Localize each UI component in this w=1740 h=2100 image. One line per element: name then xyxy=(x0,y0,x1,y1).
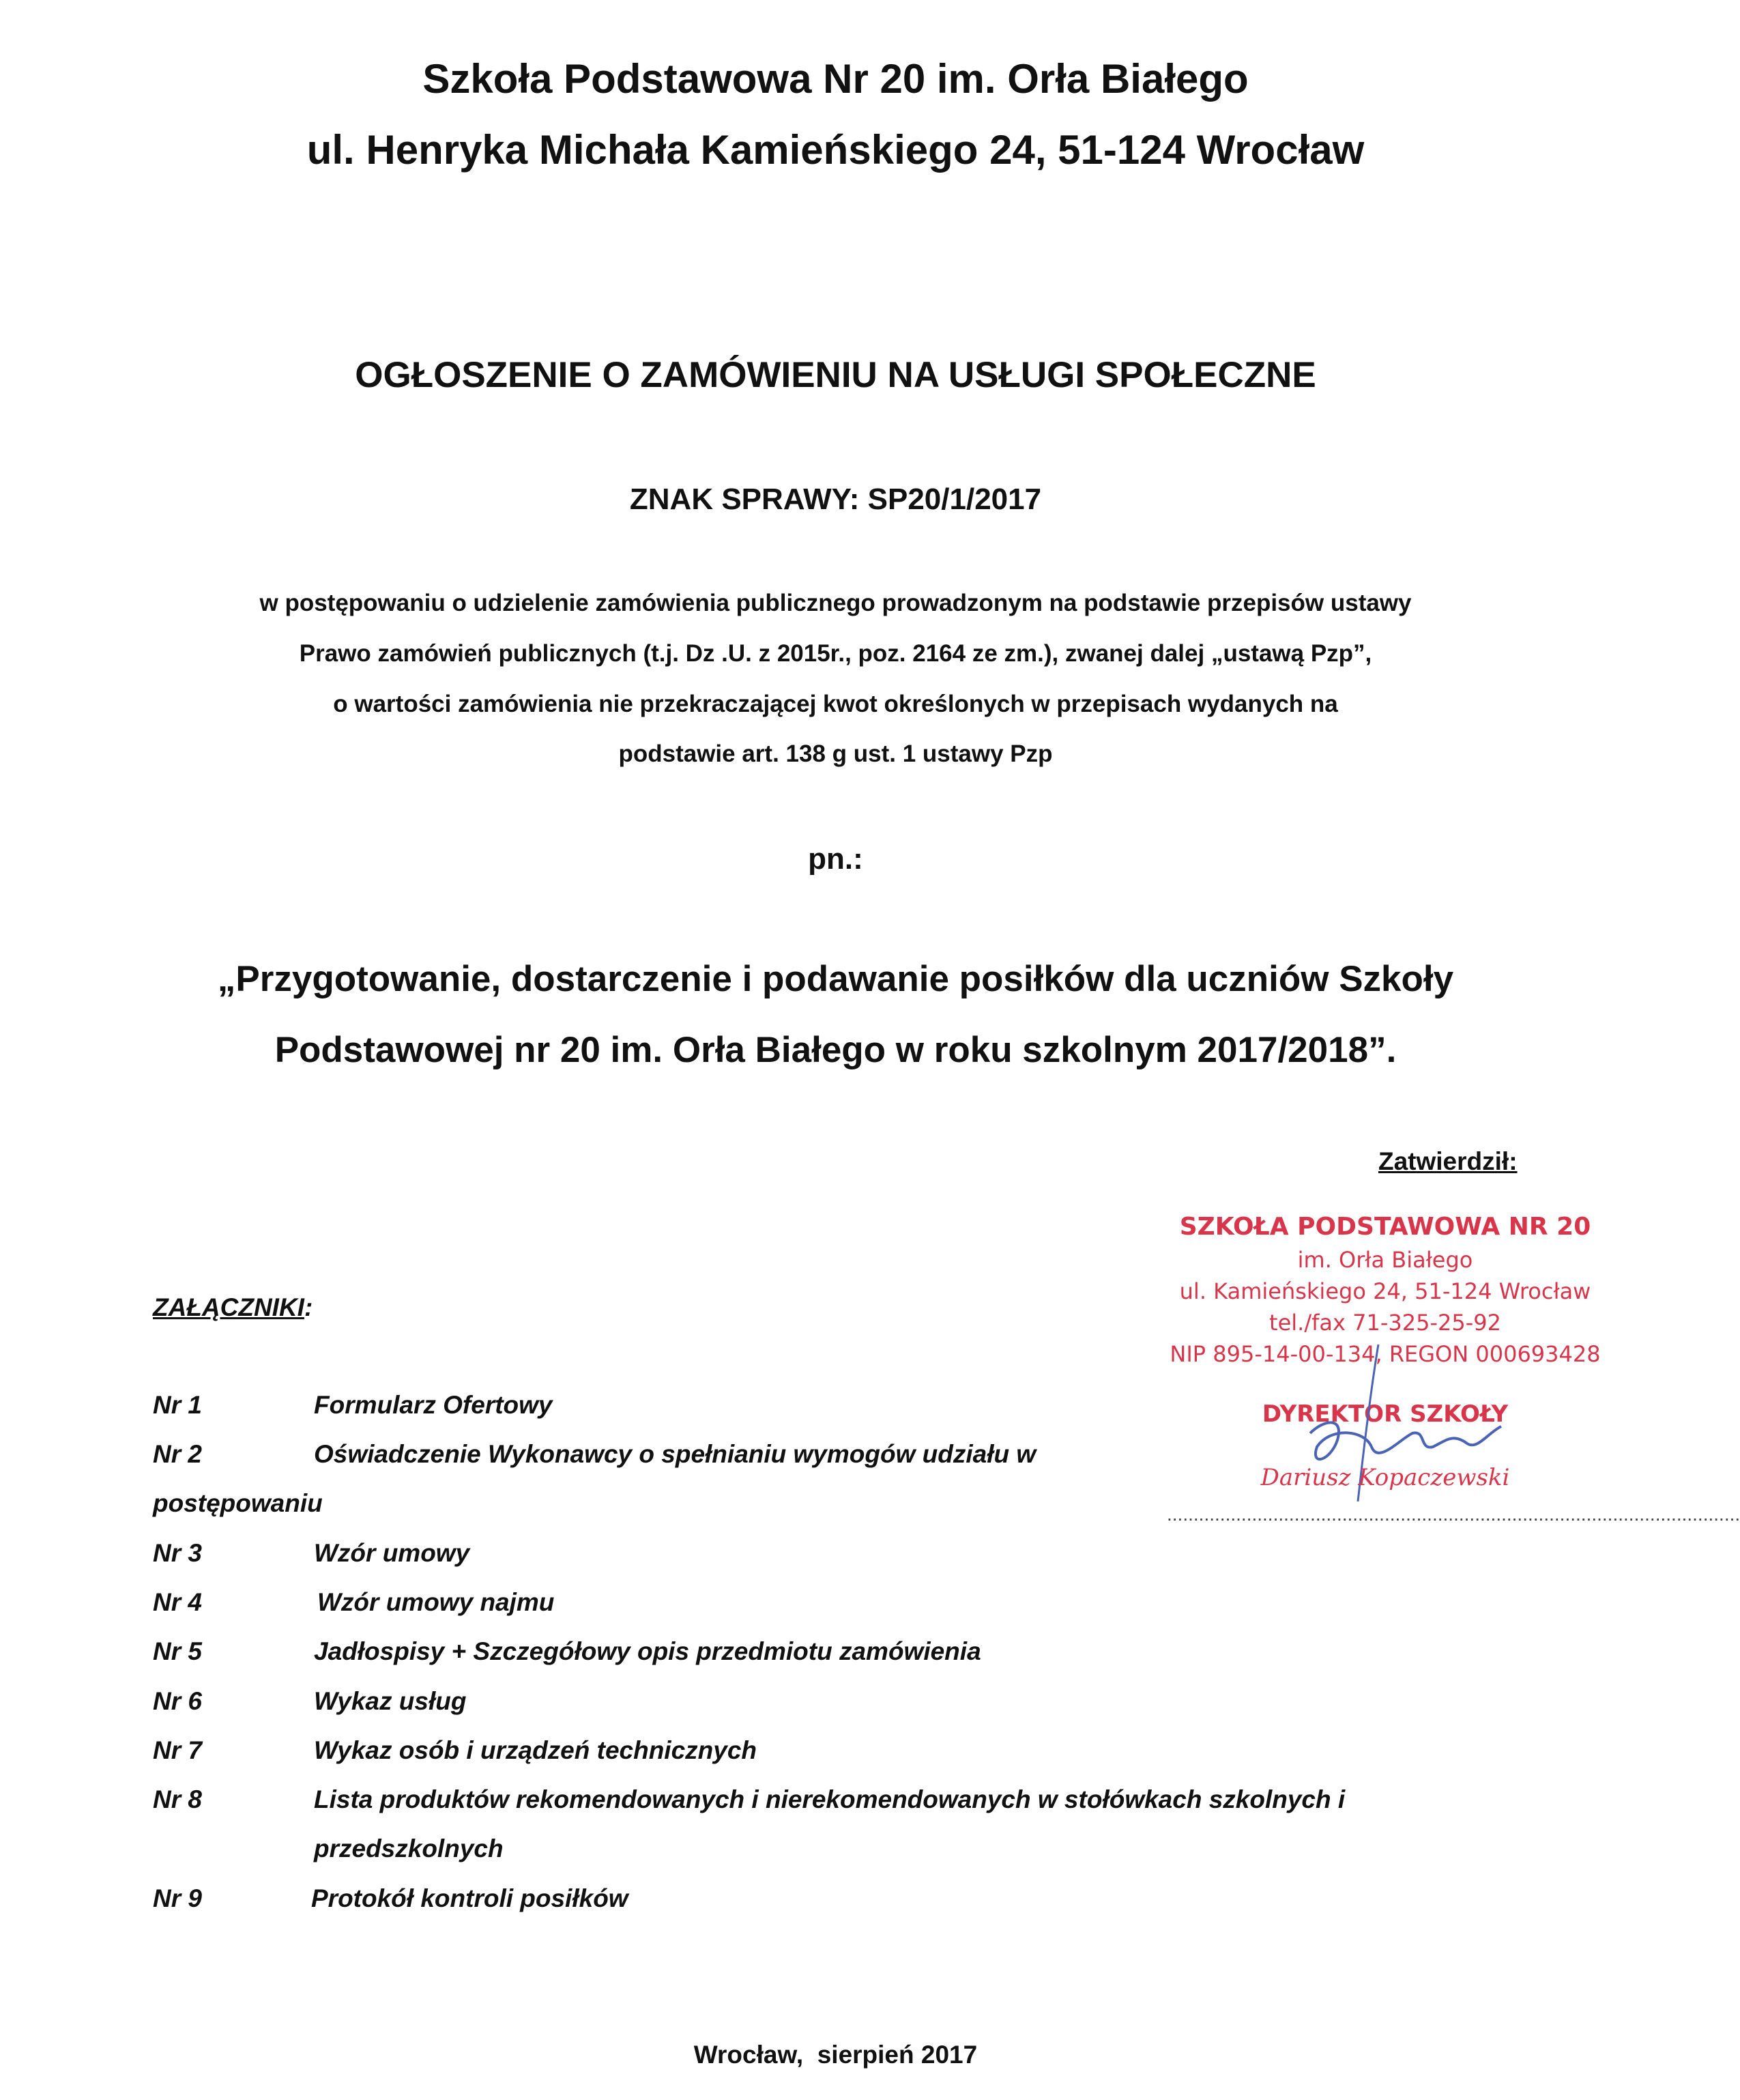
stamp-line: SZKOŁA PODSTAWOWA NR 20 xyxy=(1179,1213,1591,1241)
attachment-label: Jadłospisy + Szczegółowy opis przedmiotu zamówienia xyxy=(314,1637,981,1665)
approval-label: Zatwierdził: xyxy=(1378,1147,1518,1175)
case-number: ZNAK SPRAWY: SP20/1/2017 xyxy=(629,483,1042,516)
subject-line: „Przygotowanie, dostarczenie i podawanie posiłków dla uczniów Szkoły xyxy=(217,959,1454,999)
intro-line: podstawie art. 138 g ust. 1 ustawy Pzp xyxy=(618,740,1053,767)
intro-line: o wartości zamówienia nie przekraczającej kwot określonych w przepisach wydanych na xyxy=(333,691,1338,717)
attachment-continuation: przedszkolnych xyxy=(314,1835,504,1862)
attachment-nr: Nr 4 xyxy=(153,1588,202,1616)
attachments-heading: ZAŁĄCZNIKI: xyxy=(153,1293,313,1321)
stamp-line: ul. Kamieńskiego 24, 51-124 Wrocław xyxy=(1179,1278,1591,1304)
attachment-label: Protokół kontroli posiłków xyxy=(311,1884,628,1912)
attachment-label: Oświadczenie Wykonawcy o spełnianiu wymogów udziału w xyxy=(314,1440,1036,1468)
intro-line: w postępowaniu o udzielenie zamówienia publicznego prowadzonym na podstawie przepisów ustawy xyxy=(259,590,1412,616)
attachment-label: Wykaz osób i urządzeń technicznych xyxy=(314,1736,757,1764)
pn-label: pn.: xyxy=(808,842,863,876)
attachment-nr: Nr 3 xyxy=(153,1539,202,1567)
attachment-label: Formularz Ofertowy xyxy=(314,1391,553,1419)
attachment-continuation: postępowaniu xyxy=(153,1489,323,1517)
subject-line: Podstawowej nr 20 im. Orła Białego w roku szkolnym 2017/2018”. xyxy=(274,1030,1397,1070)
attachment-nr: Nr 2 xyxy=(153,1440,202,1468)
school-address: ul. Henryka Michała Kamieńskiego 24, 51-124 Wrocław xyxy=(306,127,1365,173)
stamp-line: NIP 895-14-00-134, REGON 000693428 xyxy=(1170,1341,1601,1367)
place-date: Wrocław, sierpień 2017 xyxy=(693,2041,978,2069)
dotted-line: ............................................................................................................ xyxy=(1167,1504,1740,1525)
attachment-nr: Nr 1 xyxy=(153,1391,202,1419)
intro-line: Prawo zamówień publicznych (t.j. Dz .U. z 2015r., poz. 2164 ze zm.), zwanej dalej „ustawą Pzp”, xyxy=(299,640,1372,667)
attachment-nr: Nr 7 xyxy=(153,1736,202,1764)
attachment-label: Wykaz usług xyxy=(314,1687,467,1715)
stamp-line: tel./fax 71-325-25-92 xyxy=(1269,1310,1501,1336)
school-name: Szkoła Podstawowa Nr 20 im. Orła Białego xyxy=(422,56,1249,102)
stamp-line: im. Orła Białego xyxy=(1297,1247,1473,1273)
attachment-nr: Nr 9 xyxy=(153,1884,202,1912)
attachment-nr: Nr 8 xyxy=(153,1785,202,1813)
director-title: DYREKTOR SZKOŁY xyxy=(1262,1400,1509,1428)
director-name: Dariusz Kopaczewski xyxy=(1260,1464,1510,1491)
attachment-label: Lista produktów rekomendowanych i nierekomendowanych w stołówkach szkolnych i xyxy=(314,1785,1346,1813)
attachment-nr: Nr 6 xyxy=(153,1687,202,1715)
attachment-nr: Nr 5 xyxy=(153,1637,202,1665)
attachment-label: Wzór umowy najmu xyxy=(317,1588,555,1616)
school-stamp xyxy=(1167,1208,1740,1549)
attachment-label: Wzór umowy xyxy=(314,1539,470,1567)
notice-title: OGŁOSZENIE O ZAMÓWIENIU NA USŁUGI SPOŁECZNE xyxy=(355,355,1316,395)
